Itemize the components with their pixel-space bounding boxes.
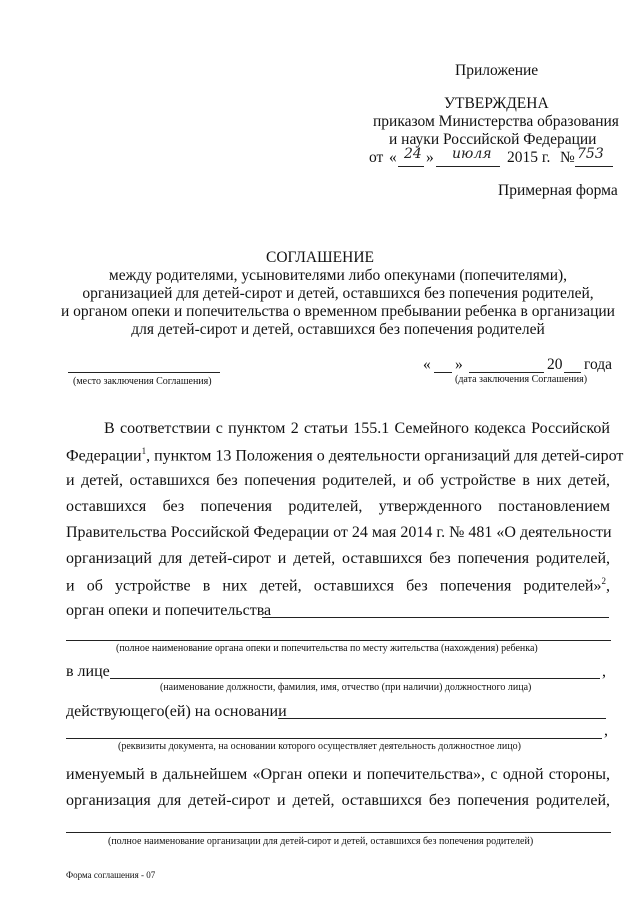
footnote-1-mark: 1 bbox=[141, 446, 147, 456]
date-year: 2015 г. bbox=[507, 149, 551, 166]
title-line-2: организацией для детей-сирот и детей, оставшихся без попечения родителей, bbox=[82, 285, 594, 302]
guardianship-caption: (полное наименование органа опеки и попечительства по месту жительства (нахождения) ребенка) bbox=[116, 643, 538, 654]
sign-month-field[interactable] bbox=[469, 372, 544, 373]
paragraph-1-line-3: и детей, оставшихся без попечения родителей, и об устройстве в них детей, bbox=[66, 472, 610, 489]
paragraph-1-line-5: Правительства Российской Федерации от 24 мая 2014 г. № 481 «О деятельности bbox=[66, 524, 612, 541]
paragraph-1-line-4: оставшихся без попечения родителей, утвержденного постановлением bbox=[66, 498, 610, 515]
title-line-4: для детей-сирот и детей, оставшихся без попечения родителей bbox=[131, 321, 545, 338]
paragraph-1-line-2 bbox=[66, 446, 624, 465]
title-line-1: между родителями, усыновителями либо опекунами (попечителями), bbox=[108, 267, 568, 284]
date-day-handwritten: 24 bbox=[404, 146, 422, 162]
organization-caption: (полное наименование организации для детей-сирот и детей, оставшихся без попечения родителей) bbox=[108, 836, 534, 847]
in-person-label: в лице bbox=[66, 663, 110, 680]
paragraph-2-line-1: именуемый в дальнейшем «Орган опеки и попечительства», с одной стороны, bbox=[66, 766, 610, 783]
approved-label: УТВЕРЖДЕНА bbox=[444, 95, 549, 112]
day-underline bbox=[398, 166, 424, 167]
sign-year-suffix: года bbox=[584, 356, 613, 373]
paragraph-1-line-7 bbox=[66, 576, 610, 595]
federation-word: Федерации bbox=[66, 447, 142, 465]
date-caption: (дата заключения Соглашения) bbox=[455, 374, 588, 385]
number-handwritten: 753 bbox=[577, 146, 604, 162]
title-line-3: и органом опеки и попечительства о временном пребывании ребенка в организации bbox=[61, 303, 615, 320]
date-close-quote: » bbox=[426, 149, 434, 166]
acting-basis-label: действующего(ей) на основании bbox=[66, 703, 287, 720]
sign-year-field[interactable] bbox=[564, 372, 581, 373]
sign-date-open-quote: « bbox=[423, 356, 431, 373]
date-month-handwritten: июля bbox=[452, 146, 492, 162]
month-underline bbox=[436, 166, 500, 167]
paragraph-1-line-7-text: и об устройстве в них детей, оставшихся без попечения родителей» bbox=[66, 577, 602, 595]
date-prefix: от bbox=[369, 149, 384, 166]
form-code: Форма соглашения - 07 bbox=[66, 870, 156, 880]
guardianship-field[interactable] bbox=[262, 617, 609, 618]
guardianship-label: орган опеки и попечительства bbox=[66, 602, 272, 619]
official-person-field[interactable] bbox=[110, 678, 600, 679]
order-line-2: и науки Российской Федерации bbox=[389, 131, 597, 148]
sign-year-prefix: 20 bbox=[547, 356, 563, 373]
sign-day-field[interactable] bbox=[434, 372, 452, 373]
sign-date-close-quote: » bbox=[455, 356, 463, 373]
official-person-caption: (наименование должности, фамилия, имя, отчество (при наличии) должностного лица) bbox=[160, 682, 532, 693]
form-type-label: Примерная форма bbox=[498, 182, 618, 199]
appendix-label: Приложение bbox=[455, 62, 539, 79]
paragraph-1-line-1: В соответствии с пунктом 2 статьи 155.1 Семейного кодекса Российской bbox=[104, 420, 610, 437]
document-title: СОГЛАШЕНИЕ bbox=[266, 249, 374, 266]
footnote-2-mark: 2 bbox=[601, 576, 606, 586]
acting-basis-comma: , bbox=[604, 722, 608, 739]
paragraph-1-line-6: организаций для детей-сирот и детей, оставшихся без попечения родителей, bbox=[66, 550, 610, 567]
number-underline bbox=[575, 166, 613, 167]
guardianship-field-continued[interactable] bbox=[66, 640, 611, 641]
document-details-caption: (реквизиты документа, на основании которого осуществляет деятельность должностное лицо) bbox=[118, 741, 521, 752]
paragraph-2-line-2: организация для детей-сирот и детей, оставшихся без попечения родителей, bbox=[66, 792, 610, 809]
place-caption: (место заключения Соглашения) bbox=[73, 376, 212, 387]
date-open-quote: « bbox=[389, 149, 397, 166]
place-field[interactable] bbox=[68, 372, 220, 373]
acting-basis-field[interactable] bbox=[278, 718, 606, 719]
acting-basis-field-continued[interactable] bbox=[66, 738, 602, 739]
organization-field[interactable] bbox=[66, 832, 611, 833]
paragraph-1-line-2-rest: , пунктом 13 Положения о деятельности организаций для детей-сирот bbox=[146, 447, 624, 465]
order-line-1: приказом Министерства образования bbox=[373, 113, 619, 130]
in-person-comma: , bbox=[602, 663, 606, 680]
line-7-comma: , bbox=[606, 577, 610, 595]
number-sign: № bbox=[560, 149, 575, 166]
